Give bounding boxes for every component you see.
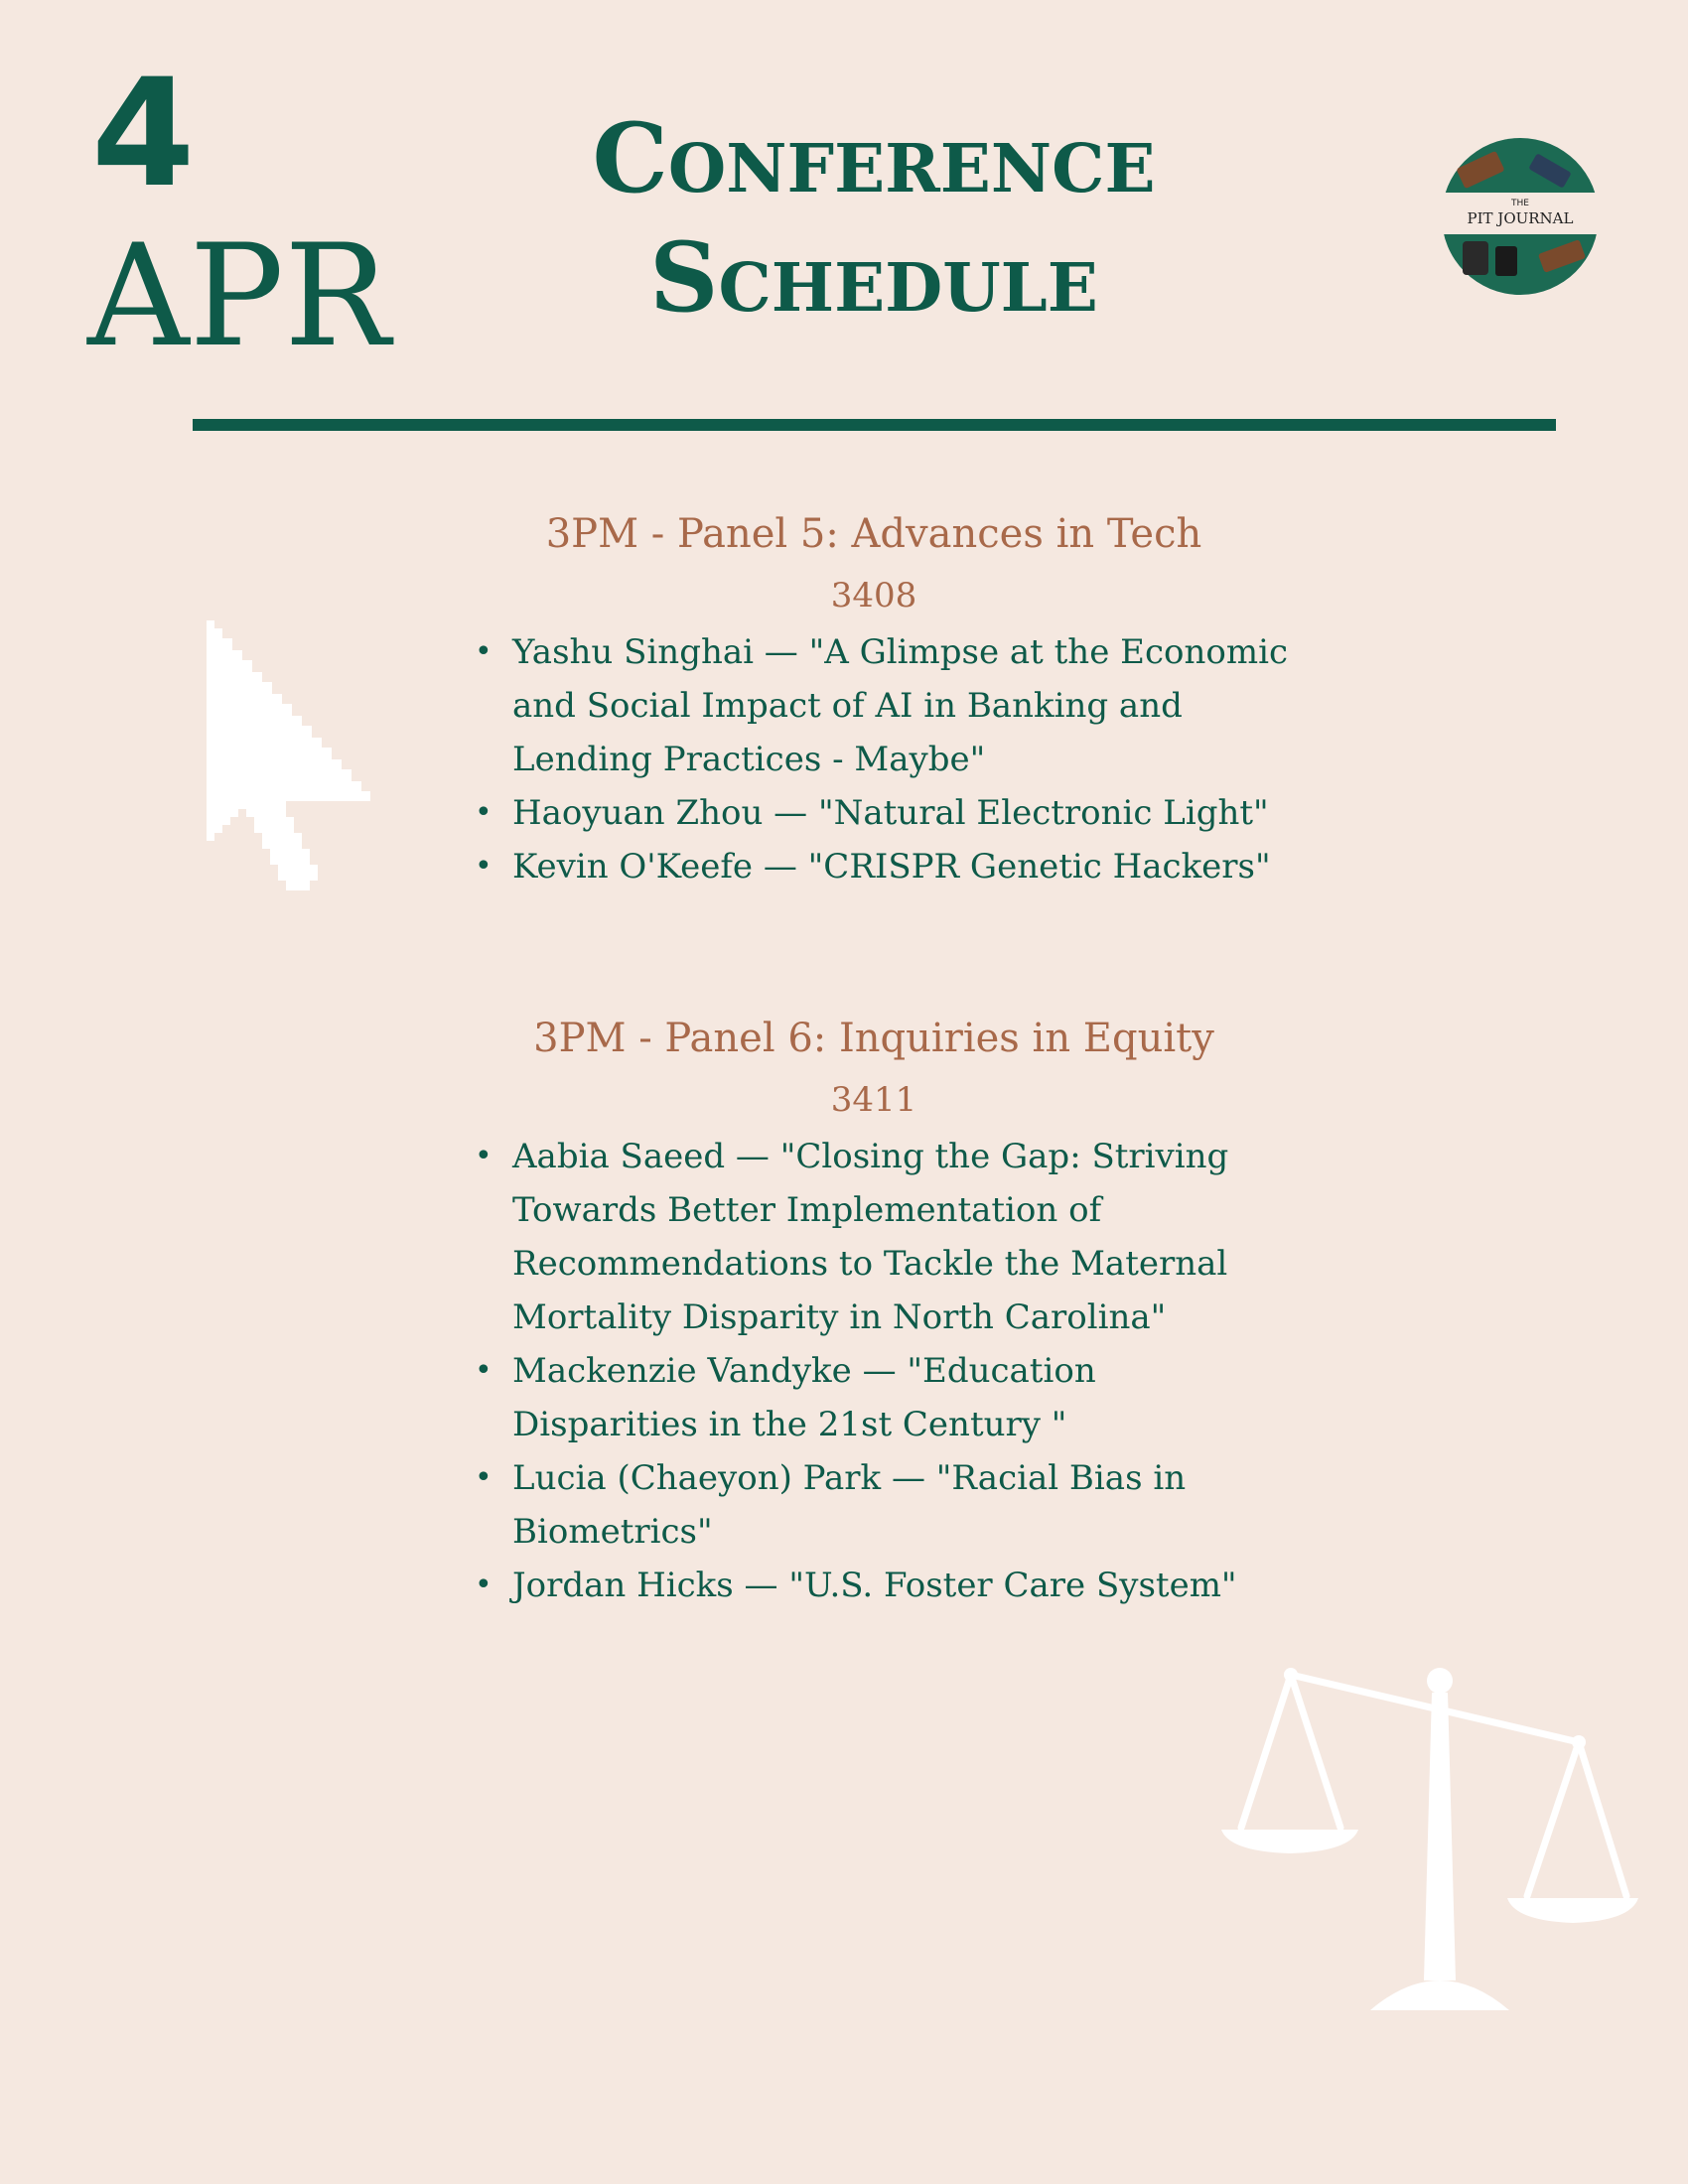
talk-item: • Haoyuan Zhou — "Natural Electronic Light" — [475, 793, 1269, 833]
logo-small-text: THE — [1511, 199, 1529, 208]
talk-item: • Kevin O'Keefe — "CRISPR Genetic Hackers" — [475, 847, 1271, 887]
talk-text: Yashu Singhai — "A Glimpse at the Economic and Social Impact of AI in Banking and Lending Practices - Maybe" — [512, 632, 1288, 779]
panel-6 — [457, 1011, 1291, 1612]
panel-room: 3411 — [830, 1080, 917, 1120]
date-month: APR — [87, 214, 391, 378]
panel-5 — [457, 506, 1291, 893]
page-title-line-1: Conference — [592, 102, 1156, 214]
talk-text: Mackenzie Vandyke — "Education Disparities in the 21st Century " — [512, 1351, 1096, 1444]
talk-text: Haoyuan Zhou — "Natural Electronic Light" — [512, 793, 1269, 833]
talk-text: Kevin O'Keefe — "CRISPR Genetic Hackers" — [512, 847, 1271, 887]
page-title-line-2: Schedule — [649, 221, 1098, 334]
logo-name: PIT JOURNAL — [1467, 209, 1574, 227]
header-divider — [193, 419, 1556, 431]
talk-item: • Jordan Hicks — "U.S. Foster Care System" — [475, 1566, 1237, 1605]
talk-item: • Yashu Singhai — "A Glimpse at the Economic and Social Impact of AI in Banking and Lending Practices - Maybe" — [475, 632, 1288, 779]
pit-journal-logo — [1441, 137, 1600, 296]
talk-text: Lucia (Chaeyon) Park — "Racial Bias in Biometrics" — [512, 1458, 1187, 1552]
panel-title: 3PM - Panel 6: Inquiries in Equity — [533, 1016, 1214, 1061]
talk-text: Jordan Hicks — "U.S. Foster Care System" — [512, 1566, 1237, 1605]
talk-list — [457, 625, 1291, 893]
page-title — [477, 99, 1271, 338]
talk-text: Aabia Saeed — "Closing the Gap: Striving Towards Better Implementation of Recommendations to Tackle the Maternal Mortality Disparity in North Carolina" — [512, 1137, 1229, 1337]
talk-item: • Lucia (Chaeyon) Park — "Racial Bias in Biometrics" — [475, 1458, 1187, 1552]
talk-item: • Aabia Saeed — "Closing the Gap: Striving Towards Better Implementation of Recommendations to Tackle the Maternal Mortality Disparity in North Carolina" — [475, 1137, 1229, 1337]
panel-room: 3408 — [830, 576, 917, 615]
date-day: 4 — [91, 48, 192, 220]
scales-of-justice-icon — [1221, 1653, 1638, 2020]
talk-list — [457, 1130, 1291, 1612]
panel-title: 3PM - Panel 5: Advances in Tech — [545, 511, 1202, 557]
pixel-arrow-cursor-icon — [207, 620, 370, 890]
talk-item: • Mackenzie Vandyke — "Education Disparities in the 21st Century " — [475, 1351, 1096, 1444]
